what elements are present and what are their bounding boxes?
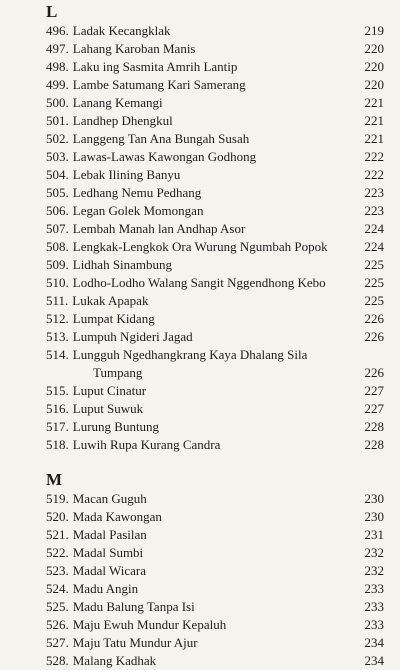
- entry-number: 516.: [46, 401, 69, 416]
- entry-title: Lungguh Ngedhangkrang Kaya Dhalang Sila: [72, 347, 308, 362]
- entry-title: Legan Golek Momongan: [72, 203, 204, 218]
- entry-number: 522.: [46, 545, 69, 560]
- index-list-l: [46, 22, 384, 454]
- entry-number: 519.: [46, 491, 69, 506]
- entry-page-number: 222: [364, 167, 384, 182]
- index-entry-498: [46, 58, 384, 76]
- index-entry-503: [46, 148, 384, 166]
- entry-number: 506.: [46, 203, 69, 218]
- entry-title: Maju Ewuh Mundur Kepaluh: [72, 617, 227, 632]
- index-entry-526: [46, 616, 384, 634]
- entry-title: Langgeng Tan Ana Bungah Susah: [72, 131, 250, 146]
- entry-title: Ladak Kecangklak: [72, 23, 171, 38]
- index-entry-501: [46, 112, 384, 130]
- index-entry-497: [46, 40, 384, 58]
- entry-number: 509.: [46, 257, 69, 272]
- entry-page-number: 233: [364, 581, 384, 596]
- entry-number: 526.: [46, 617, 69, 632]
- entry-page-number: 228: [364, 437, 384, 452]
- entry-title: Lahang Karoban Manis: [72, 41, 196, 56]
- entry-title: Macan Guguh: [72, 491, 147, 506]
- index-entry-522: [46, 544, 384, 562]
- entry-page-number: 227: [364, 401, 384, 416]
- entry-page-number: 232: [364, 545, 384, 560]
- entry-title: Lurung Buntung: [72, 419, 160, 434]
- entry-number: 518.: [46, 437, 69, 452]
- index-entry-508: [46, 238, 384, 256]
- index-entry-509: [46, 256, 384, 274]
- entry-page-number: 225: [364, 275, 384, 290]
- index-entry-523: [46, 562, 384, 580]
- entry-page-number: 220: [364, 59, 384, 74]
- entry-number: 504.: [46, 167, 69, 182]
- entry-page-number: 226: [364, 329, 384, 344]
- entry-number: 501.: [46, 113, 69, 128]
- index-entry-505: [46, 184, 384, 202]
- entry-title: Laku ing Sasmita Amrih Lantip: [72, 59, 238, 74]
- index-entry-519: [46, 490, 384, 508]
- entry-page-number: 222: [364, 149, 384, 164]
- index-entry-506: [46, 202, 384, 220]
- entry-title: Landhep Dhengkul: [72, 113, 173, 128]
- entry-page-number: 225: [364, 293, 384, 308]
- entry-page-number: 224: [364, 221, 384, 236]
- index-entry-520: [46, 508, 384, 526]
- entry-page-number: 223: [364, 203, 384, 218]
- entry-number: 497.: [46, 41, 69, 56]
- entry-page-number: 230: [364, 491, 384, 506]
- entry-title: Luwih Rupa Kurang Candra: [72, 437, 221, 452]
- index-entry-499: [46, 76, 384, 94]
- index-entry-512: [46, 310, 384, 328]
- entry-title: Luput Cinatur: [72, 383, 147, 398]
- entry-title: Malang Kadhak: [72, 653, 157, 668]
- entry-page-number: 226: [364, 311, 384, 326]
- index-entry-527: [46, 634, 384, 652]
- entry-page-number: 219: [364, 23, 384, 38]
- index-entry-517: [46, 418, 384, 436]
- entry-page-number: 221: [364, 131, 384, 146]
- index-entry-500: [46, 94, 384, 112]
- entry-number: 520.: [46, 509, 69, 524]
- entry-number: 515.: [46, 383, 69, 398]
- index-entry-521: [46, 526, 384, 544]
- entry-title: Lidhah Sinambung: [72, 257, 173, 272]
- entry-title: Mada Kawongan: [72, 509, 162, 524]
- entry-page-number: 232: [364, 563, 384, 578]
- entry-number: 528.: [46, 653, 69, 668]
- entry-number: 503.: [46, 149, 69, 164]
- entry-title: Lumpat Kidang: [72, 311, 155, 326]
- index-entry-511: [46, 292, 384, 310]
- entry-page-number: 231: [364, 527, 384, 542]
- entry-number: 498.: [46, 59, 69, 74]
- index-entry-513: [46, 328, 384, 346]
- entry-title: Madal Wicara: [72, 563, 146, 578]
- entry-number: 496.: [46, 23, 69, 38]
- entry-number: 511.: [46, 293, 69, 308]
- index-entry-502: [46, 130, 384, 148]
- entry-page-number: 230: [364, 509, 384, 524]
- entry-title: Luput Suwuk: [72, 401, 144, 416]
- entry-title: Lumpuh Ngideri Jagad: [72, 329, 193, 344]
- index-entry-524: [46, 580, 384, 598]
- index-list-m: [46, 490, 384, 670]
- index-entry-516: [46, 400, 384, 418]
- entry-title: Madal Pasilan: [72, 527, 147, 542]
- entry-title: Lambe Satumang Kari Samerang: [72, 77, 246, 92]
- index-entry-496: [46, 22, 384, 40]
- entry-number: 500.: [46, 95, 69, 110]
- index-entry-514: [46, 346, 384, 382]
- entry-number: 524.: [46, 581, 69, 596]
- index-entry-504: [46, 166, 384, 184]
- entry-page-number: 220: [364, 41, 384, 56]
- entry-page-number: 233: [364, 617, 384, 632]
- entry-title: Madal Sumbi: [72, 545, 144, 560]
- entry-title: Lanang Kemangi: [72, 95, 163, 110]
- entry-number: 508.: [46, 239, 69, 254]
- index-entry-510: [46, 274, 384, 292]
- entry-title: Lebak Ilining Banyu: [72, 167, 181, 182]
- entry-number: 505.: [46, 185, 69, 200]
- index-entry-525: [46, 598, 384, 616]
- index-entry-528: [46, 652, 384, 670]
- entry-title: Madu Angin: [72, 581, 139, 596]
- section-heading-l: L: [46, 2, 58, 21]
- section-heading-m: M: [46, 470, 63, 489]
- entry-number: 527.: [46, 635, 69, 650]
- entry-title: Ledhang Nemu Pedhang: [72, 185, 202, 200]
- index-entry-515: [46, 382, 384, 400]
- entry-title: Lodho-Lodho Walang Sangit Nggendhong Kebo: [72, 275, 326, 290]
- entry-number: 512.: [46, 311, 69, 326]
- entry-page-number: 234: [364, 653, 384, 668]
- entry-page-number: 228: [364, 419, 384, 434]
- entry-page-number: 226: [364, 365, 384, 380]
- entry-number: 502.: [46, 131, 69, 146]
- index-entry-507: [46, 220, 384, 238]
- index-entry-518: [46, 436, 384, 454]
- entry-page-number: 233: [364, 599, 384, 614]
- entry-title: Madu Balung Tanpa Isi: [72, 599, 195, 614]
- entry-title: Maju Tatu Mundur Ajur: [72, 635, 198, 650]
- entry-page-number: 221: [364, 95, 384, 110]
- entry-page-number: 225: [364, 257, 384, 272]
- entry-title: Lukak Apapak: [72, 293, 149, 308]
- entry-number: 523.: [46, 563, 69, 578]
- entry-number: 517.: [46, 419, 69, 434]
- entry-title: Lembah Manah lan Andhap Asor: [72, 221, 246, 236]
- entry-number: 525.: [46, 599, 69, 614]
- entry-title-continuation: Tumpang: [93, 365, 143, 380]
- entry-number: 510.: [46, 275, 69, 290]
- entry-page-number: 224: [364, 239, 384, 254]
- entry-number: 521.: [46, 527, 69, 542]
- entry-page-number: 220: [364, 77, 384, 92]
- entry-number: 513.: [46, 329, 69, 344]
- entry-page-number: 221: [364, 113, 384, 128]
- entry-page-number: 234: [364, 635, 384, 650]
- entry-title: Lengkak-Lengkok Ora Wurung Ngumbah Popok: [72, 239, 328, 254]
- entry-number: 507.: [46, 221, 69, 236]
- entry-title: Lawas-Lawas Kawongan Godhong: [72, 149, 257, 164]
- entry-page-number: 223: [364, 185, 384, 200]
- entry-number: 514.: [46, 347, 69, 362]
- entry-number: 499.: [46, 77, 69, 92]
- entry-page-number: 227: [364, 383, 384, 398]
